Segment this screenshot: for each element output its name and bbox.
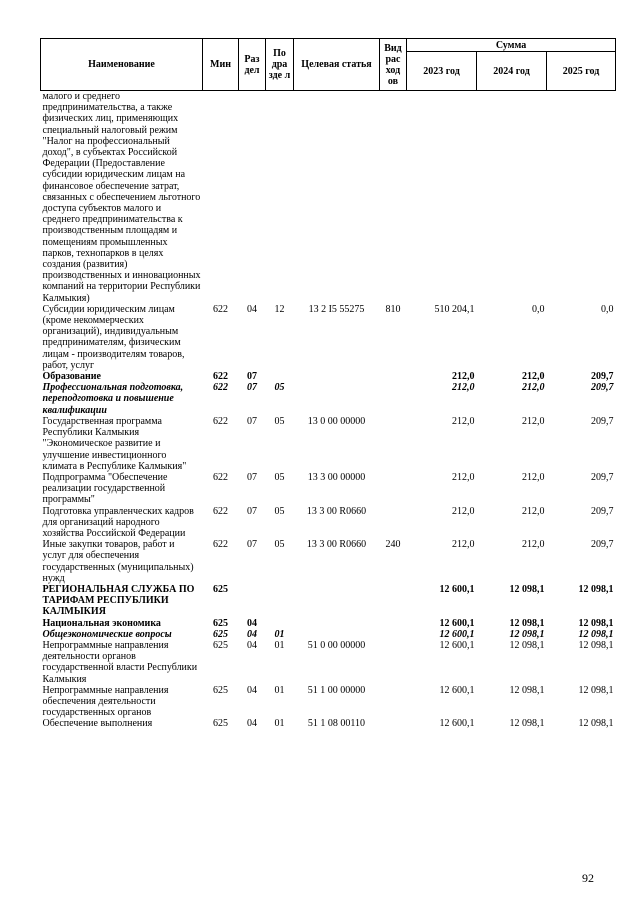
row-tselevaya	[294, 371, 380, 382]
row-min: 622	[213, 303, 228, 315]
row-sum-2023: 212,0	[452, 539, 475, 551]
row-sum-2024: 212,0	[522, 371, 545, 383]
row-podrazdel	[266, 371, 294, 382]
row-sum-2024: 0,0	[532, 303, 545, 315]
row-min: 622	[213, 505, 228, 517]
row-vid	[380, 629, 407, 640]
header-2024: 2024 год	[477, 52, 547, 91]
row-razdel	[239, 91, 266, 304]
header-razdel: Раз дел	[239, 39, 266, 91]
row-podrazdel: 01	[274, 628, 285, 640]
row-sum-2024: 12 098,1	[509, 684, 545, 696]
row-name: малого и среднего предпринимательства, а также физических лиц, применяющих специальный налоговый режим "Налог на профессиональный доход", в субъектах Российской Федерации (Предоставление субсидии юридическим лицам на финансовое обеспечение затрат, связанных с обеспечением льготного доступа субъектов малого и среднего предпринимательства к производственным площадям и помещениям промышленных парков, технопарков в целях создания (развития) производственных и инновационных компаний на территории Республики Калмыкия)	[42, 91, 201, 304]
row-sum-2025: 12 098,1	[578, 639, 614, 651]
row-name: Государственная программа Республики Калмыкия "Экономическое развитие и улучшение инвестиционного климата в Республике Калмыкия"	[42, 415, 187, 472]
row-min: 625	[213, 639, 228, 651]
row-vid	[380, 382, 407, 416]
table-row	[41, 416, 616, 472]
row-vid	[380, 584, 407, 618]
row-tselevaya	[294, 382, 380, 416]
row-razdel: 04	[247, 684, 257, 696]
row-sum-2024: 212,0	[522, 471, 545, 483]
row-vid	[380, 371, 407, 382]
row-sum-2023: 212,0	[452, 371, 475, 383]
row-sum-2025: 12 098,1	[578, 718, 614, 730]
row-sum-2023	[407, 91, 477, 304]
row-podrazdel: 05	[274, 505, 285, 517]
row-vid	[380, 640, 407, 685]
row-tselevaya: 51 1 08 00110	[307, 718, 366, 730]
row-tselevaya	[294, 629, 380, 640]
row-tselevaya	[294, 584, 380, 618]
table-row	[41, 640, 616, 685]
row-sum-2023: 12 600,1	[439, 718, 475, 730]
row-name: Непрограммные направления деятельности органов государственной власти Республики Калмыкия	[42, 639, 198, 685]
row-vid	[380, 685, 407, 719]
row-razdel: 04	[247, 639, 257, 651]
row-vid: 240	[385, 539, 401, 551]
header-2023: 2023 год	[407, 52, 477, 91]
row-podrazdel: 01	[274, 718, 285, 730]
row-name: Подпрограмма "Обеспечение реализации государственной программы"	[42, 471, 168, 506]
row-min: 625	[213, 684, 228, 696]
row-tselevaya: 51 1 00 00000	[307, 684, 366, 696]
row-razdel: 04	[247, 303, 257, 315]
row-sum-2025: 12 098,1	[578, 684, 614, 696]
row-sum-2025: 12 098,1	[578, 583, 614, 595]
table-body	[41, 91, 616, 730]
row-tselevaya: 51 0 00 00000	[307, 639, 366, 651]
row-sum-2023: 212,0	[452, 471, 475, 483]
header-tselevaya-statya: Целевая статья	[294, 39, 380, 91]
row-min: 622	[213, 471, 228, 483]
row-min: 622	[213, 539, 228, 551]
row-name: Иные закупки товаров, работ и услуг для обеспечения государственных (муниципальных) нужд	[42, 539, 194, 584]
row-sum-2025: 12 098,1	[578, 628, 614, 640]
header-name: Наименование	[41, 39, 203, 91]
row-name: Субсидии юридическим лицам (кроме некоммерческих организаций), индивидуальным предпринимателям, физическим лицам - производителям товаров, работ, услуг	[42, 303, 185, 371]
row-vid	[380, 416, 407, 472]
row-sum-2025: 209,7	[591, 505, 614, 517]
row-name: Национальная экономика	[42, 617, 161, 629]
row-tselevaya: 13 3 00 R0660	[306, 505, 367, 517]
row-sum-2024	[477, 91, 547, 304]
row-razdel: 04	[247, 617, 257, 629]
row-vid: 810	[385, 303, 401, 315]
row-min: 622	[213, 371, 228, 383]
row-sum-2023: 12 600,1	[439, 628, 475, 640]
row-min: 622	[213, 415, 228, 427]
header-vid-rashodov: Вид рас ход ов	[380, 39, 407, 91]
row-tselevaya	[294, 91, 380, 304]
row-name: РЕГИОНАЛЬНАЯ СЛУЖБА ПО ТАРИФАМ РЕСПУБЛИКИ КАЛМЫКИЯ	[42, 583, 195, 618]
row-name: Подготовка управленческих кадров для организаций народного хозяйства Российской Федерации	[42, 505, 194, 539]
header-podrazdel: По дра зде л	[266, 39, 294, 91]
row-sum-2025: 209,7	[591, 371, 614, 383]
row-name: Обеспечение выполнения	[42, 718, 153, 730]
row-podrazdel: 05	[274, 382, 285, 394]
row-sum-2025: 12 098,1	[578, 617, 614, 629]
row-sum-2025: 209,7	[591, 471, 614, 483]
row-razdel: 07	[247, 371, 257, 383]
row-tselevaya: 13 2 I5 55275	[308, 303, 365, 315]
row-razdel: 07	[247, 415, 257, 427]
row-podrazdel: 05	[274, 415, 285, 427]
row-sum-2025: 209,7	[591, 415, 614, 427]
row-sum-2023: 12 600,1	[439, 583, 475, 595]
row-vid	[380, 472, 407, 506]
row-podrazdel: 01	[274, 684, 285, 696]
page-number: 92	[582, 871, 594, 885]
row-sum-2025: 0,0	[601, 303, 614, 315]
row-razdel: 07	[247, 471, 257, 483]
row-min: 622	[213, 382, 228, 394]
row-tselevaya	[294, 618, 380, 629]
row-min: 625	[213, 617, 228, 629]
row-name: Общеэкономические вопросы	[42, 628, 172, 640]
table-header	[41, 39, 616, 91]
row-min: 625	[213, 628, 228, 640]
table-row	[41, 718, 616, 729]
table-row	[41, 382, 616, 416]
row-sum-2024: 12 098,1	[509, 583, 545, 595]
table-row	[41, 371, 616, 382]
row-sum-2023: 12 600,1	[439, 617, 475, 629]
header-2025: 2025 год	[547, 52, 616, 91]
row-sum-2024: 212,0	[522, 539, 545, 551]
row-sum-2025: 209,7	[591, 382, 614, 394]
row-min	[203, 91, 239, 304]
row-min: 625	[213, 583, 228, 595]
row-sum-2024: 212,0	[522, 415, 545, 427]
row-sum-2024: 212,0	[522, 382, 545, 394]
row-sum-2025: 209,7	[591, 539, 614, 551]
table-row	[41, 618, 616, 629]
row-podrazdel	[266, 91, 294, 304]
table-row	[41, 304, 616, 371]
row-sum-2023: 212,0	[452, 505, 475, 517]
row-razdel: 04	[247, 628, 257, 640]
row-sum-2023: 212,0	[452, 415, 475, 427]
budget-table	[40, 38, 616, 730]
row-vid	[380, 618, 407, 629]
row-podrazdel	[266, 618, 294, 629]
row-razdel: 04	[247, 718, 257, 730]
row-razdel: 07	[247, 505, 257, 517]
row-razdel	[239, 584, 266, 618]
row-sum-2024: 12 098,1	[509, 639, 545, 651]
row-podrazdel: 05	[274, 539, 285, 551]
row-sum-2024: 12 098,1	[509, 628, 545, 640]
row-name: Профессиональная подготовка, переподготовка и повышение квалификации	[42, 382, 184, 416]
row-sum-2024: 12 098,1	[509, 718, 545, 730]
row-sum-2025	[547, 91, 616, 304]
header-summa: Сумма	[407, 39, 616, 52]
row-razdel: 07	[247, 539, 257, 551]
table-row	[41, 472, 616, 506]
row-tselevaya: 13 3 00 00000	[307, 471, 366, 483]
row-podrazdel: 12	[274, 303, 285, 315]
row-sum-2023: 212,0	[452, 382, 475, 394]
row-sum-2023: 510 204,1	[434, 303, 475, 315]
row-sum-2023: 12 600,1	[439, 684, 475, 696]
row-name: Непрограммные направления обеспечения деятельности государственных органов	[42, 684, 169, 719]
table-row	[41, 539, 616, 584]
row-razdel: 07	[247, 382, 257, 394]
row-tselevaya: 13 3 00 R0660	[306, 539, 367, 551]
row-sum-2023: 12 600,1	[439, 639, 475, 651]
row-tselevaya: 13 0 00 00000	[307, 415, 366, 427]
header-min: Мин	[203, 39, 239, 91]
row-name: Образование	[42, 371, 101, 383]
table-row	[41, 584, 616, 618]
row-podrazdel: 05	[274, 471, 285, 483]
row-vid	[380, 91, 407, 304]
row-sum-2024: 12 098,1	[509, 617, 545, 629]
table-row	[41, 506, 616, 540]
table-row	[41, 91, 616, 304]
row-podrazdel: 01	[274, 639, 285, 651]
row-podrazdel	[266, 584, 294, 618]
row-vid	[380, 718, 407, 729]
row-min: 625	[213, 718, 228, 730]
row-vid	[380, 506, 407, 540]
table-row	[41, 629, 616, 640]
row-sum-2024: 212,0	[522, 505, 545, 517]
table-row	[41, 685, 616, 719]
